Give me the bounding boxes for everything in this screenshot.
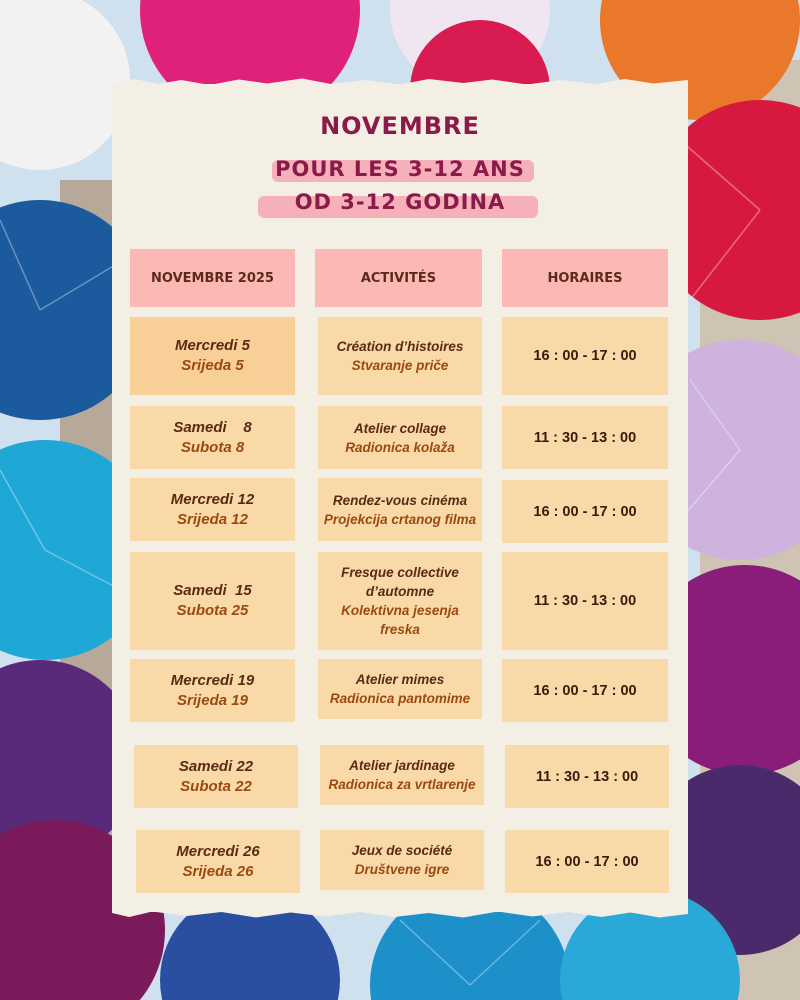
date-cell — [130, 552, 295, 650]
activity-cell — [318, 659, 482, 719]
activity-fr: Atelier jardinage — [349, 758, 455, 773]
date-hr: Srijeda 26 — [182, 862, 254, 880]
activity-cell — [318, 552, 482, 650]
activity-hr: Radionica kolaža — [345, 439, 455, 455]
time-cell: 11 : 30 - 13 : 00 — [502, 552, 668, 650]
date-cell — [130, 317, 295, 395]
date-cell — [130, 659, 295, 722]
time-cell: 16 : 00 - 17 : 00 — [502, 659, 668, 722]
date-fr: Mercredi 19 — [170, 671, 255, 689]
activity-hr: Projekcija crtanog filma — [323, 511, 477, 527]
date-fr: Mercredi 26 — [176, 842, 260, 860]
time-cell: 11 : 30 - 13 : 00 — [502, 406, 668, 469]
date-hr: Srijeda 19 — [177, 691, 248, 709]
date-hr: Subota 8 — [180, 438, 245, 456]
activity-fr: Atelier collage — [353, 420, 447, 436]
subtitle-hr: OD 3-12 GODINA — [294, 190, 506, 214]
activity-fr: Création d’histoires — [336, 339, 464, 354]
time-cell: 16 : 00 - 17 : 00 — [502, 480, 668, 543]
time-cell: 16 : 00 - 17 : 00 — [505, 830, 669, 893]
time-cell: 11 : 30 - 13 : 00 — [505, 745, 669, 808]
date-fr: Samedi 8 — [173, 418, 252, 436]
date-hr: Subota 22 — [180, 777, 252, 795]
time-cell: 16 : 00 - 17 : 00 — [502, 317, 668, 395]
activity-fr: Fresque collective d’automne — [341, 565, 459, 599]
activity-hr: Radionica pantomime — [329, 691, 471, 706]
page-title: NOVEMBRE — [320, 112, 480, 140]
activity-hr: Društvene igre — [354, 862, 450, 877]
activity-cell — [318, 406, 482, 469]
column-header-hours: HORAIRES — [502, 249, 668, 307]
date-cell — [130, 406, 295, 469]
date-hr: Srijeda 12 — [177, 510, 248, 528]
date-fr: Mercredi 5 — [174, 337, 251, 354]
activity-cell — [318, 317, 482, 395]
activity-fr: Atelier mimes — [355, 672, 445, 687]
date-cell — [134, 745, 298, 808]
date-hr: Srijeda 5 — [181, 357, 244, 374]
column-header-date: NOVEMBRE 2025 — [130, 249, 295, 307]
activity-hr: Radionica za vrtlarenje — [328, 777, 476, 792]
activity-cell — [318, 478, 482, 541]
activity-hr: Kolektivna jesenja freska — [341, 603, 459, 637]
date-cell — [130, 478, 295, 541]
activity-fr: Jeux de société — [351, 843, 453, 858]
date-hr: Subota 25 — [176, 602, 249, 619]
date-fr: Samedi 15 — [173, 582, 252, 599]
column-header-activities: ACTIVITÉS — [315, 249, 482, 307]
activity-fr: Rendez-vous cinéma — [332, 492, 468, 508]
date-cell — [136, 830, 300, 893]
activity-hr: Stvaranje priče — [351, 358, 449, 373]
date-fr: Mercredi 12 — [170, 490, 255, 508]
activity-cell — [320, 830, 484, 890]
date-fr: Samedi 22 — [178, 757, 254, 775]
activity-cell — [320, 745, 484, 805]
subtitle-fr: POUR LES 3-12 ANS — [275, 157, 525, 181]
